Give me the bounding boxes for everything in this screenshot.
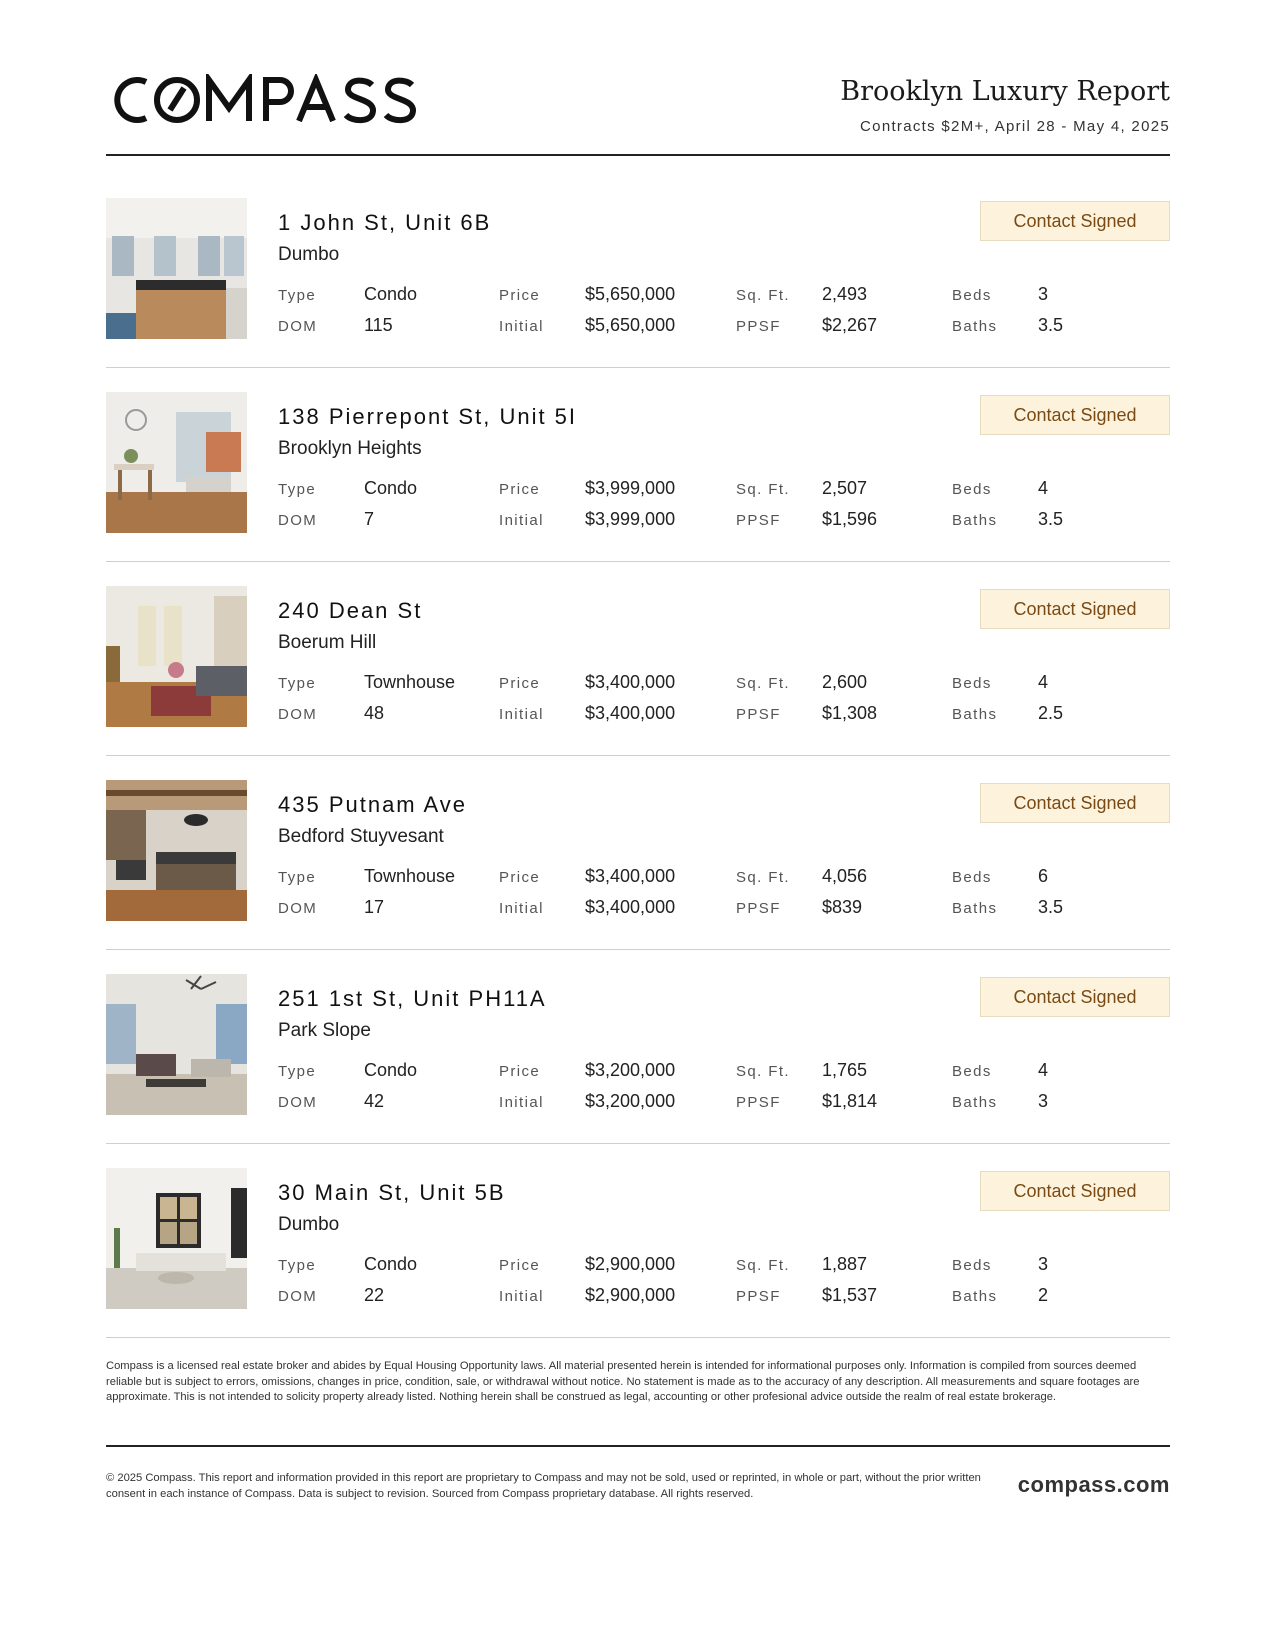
sqft-label: Sq. Ft. (736, 481, 790, 498)
sqft-label: Sq. Ft. (736, 1257, 790, 1274)
baths-value: 3.5 (1038, 315, 1064, 335)
ppsf-label: PPSF (736, 1288, 781, 1305)
sqft-value: 1,887 (822, 1254, 868, 1274)
dom-label: DOM (278, 900, 318, 917)
listing-photo (106, 780, 247, 921)
report-page (106, 0, 1170, 1650)
price-value: $2,900,000 (585, 1254, 676, 1274)
listing-item (106, 198, 1170, 392)
dom-label: DOM (278, 318, 318, 335)
price-value: $3,200,000 (585, 1060, 676, 1080)
ppsf-value: $1,596 (822, 509, 878, 529)
ppsf-label: PPSF (736, 900, 781, 917)
type-label: Type (278, 675, 317, 692)
baths-label: Baths (952, 706, 998, 723)
initial-value: $3,200,000 (585, 1091, 676, 1111)
report-header (106, 70, 1170, 156)
type-label: Type (278, 1257, 317, 1274)
initial-label: Initial (499, 1288, 544, 1305)
initial-value: $5,650,000 (585, 315, 676, 335)
type-value: Condo (364, 1254, 418, 1274)
beds-value: 4 (1038, 1060, 1049, 1080)
listing-neighborhood: Boerum Hill (278, 632, 377, 653)
baths-label: Baths (952, 900, 998, 917)
listing-photo (106, 198, 247, 339)
listing-item (106, 974, 1170, 1168)
initial-label: Initial (499, 900, 544, 917)
listing-neighborhood: Dumbo (278, 244, 340, 265)
ppsf-value: $839 (822, 897, 863, 917)
listing-divider (106, 1143, 1170, 1144)
type-value: Townhouse (364, 866, 456, 886)
dom-value: 48 (364, 703, 385, 723)
dom-value: 17 (364, 897, 385, 917)
listing-neighborhood: Park Slope (278, 1020, 371, 1041)
sqft-label: Sq. Ft. (736, 1063, 790, 1080)
header-divider (106, 154, 1170, 156)
sqft-value: 2,600 (822, 672, 868, 692)
beds-label: Beds (952, 869, 992, 886)
listing-item (106, 780, 1170, 974)
sqft-value: 4,056 (822, 866, 868, 886)
dom-label: DOM (278, 1288, 318, 1305)
type-value: Condo (364, 478, 418, 498)
price-label: Price (499, 1063, 541, 1080)
dom-label: DOM (278, 1094, 318, 1111)
legal-disclaimer: Compass is a licensed real estate broker and abides by Equal Housing Opportunity laws. All material presented herein is intended for informational purposes only. Information is compiled from sources deemed reliable but is subject to errors, omissions, changes in price, condition, sale, or withdrawal without notice. No statement is made as to the accuracy of any description. All measurements and square footages are approximate. This is not intended to solicity property already listed. Nothing herein shall be construed as legal, accounting or other profesional advice outside the realm of real estate brokerage. (106, 1360, 1140, 1403)
dom-value: 42 (364, 1091, 385, 1111)
listing-divider (106, 1337, 1170, 1338)
sqft-label: Sq. Ft. (736, 675, 790, 692)
status-badge: Contact Signed (980, 201, 1170, 241)
status-badge: Contact Signed (980, 1171, 1170, 1211)
type-value: Condo (364, 1060, 418, 1080)
ppsf-value: $1,814 (822, 1091, 878, 1111)
listing-divider (106, 755, 1170, 756)
beds-label: Beds (952, 675, 992, 692)
baths-value: 2.5 (1038, 703, 1064, 723)
ppsf-label: PPSF (736, 318, 781, 335)
price-value: $5,650,000 (585, 284, 676, 304)
initial-label: Initial (499, 706, 544, 723)
footer-website-link[interactable]: compass.com (1017, 1472, 1170, 1497)
sqft-value: 2,493 (822, 284, 868, 304)
ppsf-value: $2,267 (822, 315, 878, 335)
sqft-label: Sq. Ft. (736, 287, 790, 304)
footer-divider (106, 1445, 1170, 1447)
listings-list (106, 198, 1170, 1362)
beds-label: Beds (952, 481, 992, 498)
ppsf-label: PPSF (736, 512, 781, 529)
dom-label: DOM (278, 706, 318, 723)
type-label: Type (278, 287, 317, 304)
compass-logo (106, 74, 436, 126)
ppsf-value: $1,308 (822, 703, 878, 723)
price-label: Price (499, 287, 541, 304)
listing-photo (106, 974, 247, 1115)
initial-value: $3,400,000 (585, 703, 676, 723)
beds-value: 3 (1038, 1254, 1049, 1274)
listing-address: 251 1st St, Unit PH11A (278, 986, 547, 1011)
ppsf-label: PPSF (736, 706, 781, 723)
listing-address: 240 Dean St (278, 598, 423, 623)
status-badge: Contact Signed (980, 589, 1170, 629)
sqft-value: 1,765 (822, 1060, 868, 1080)
type-label: Type (278, 1063, 317, 1080)
listing-address: 435 Putnam Ave (278, 792, 468, 817)
dom-value: 22 (364, 1285, 385, 1305)
initial-label: Initial (499, 318, 544, 335)
price-label: Price (499, 1257, 541, 1274)
listing-photo (106, 392, 247, 533)
listing-address: 30 Main St, Unit 5B (278, 1180, 506, 1205)
listing-photo (106, 586, 247, 727)
sqft-value: 2,507 (822, 478, 868, 498)
status-badge: Contact Signed (980, 977, 1170, 1017)
price-value: $3,400,000 (585, 866, 676, 886)
listing-photo (106, 1168, 247, 1309)
initial-value: $2,900,000 (585, 1285, 676, 1305)
listing-item (106, 1168, 1170, 1362)
beds-value: 3 (1038, 284, 1049, 304)
sqft-label: Sq. Ft. (736, 869, 790, 886)
copyright-notice: © 2025 Compass. This report and information provided in this report are proprietary to Compass and may not be sold, used or reprinted, in whole or part, without the prior written consent in each instance of Compass. Data is subject to revision. Sourced from Compass proprietary database. All rights reserved. (106, 1472, 981, 1500)
initial-label: Initial (499, 512, 544, 529)
listing-divider (106, 367, 1170, 368)
dom-value: 7 (364, 509, 375, 529)
baths-label: Baths (952, 1288, 998, 1305)
status-badge: Contact Signed (980, 783, 1170, 823)
price-label: Price (499, 675, 541, 692)
listing-item (106, 392, 1170, 586)
beds-label: Beds (952, 287, 992, 304)
beds-value: 4 (1038, 478, 1049, 498)
baths-value: 3.5 (1038, 509, 1064, 529)
baths-label: Baths (952, 318, 998, 335)
report-subtitle: Contracts $2M+, April 28 - May 4, 2025 (860, 118, 1170, 135)
initial-value: $3,400,000 (585, 897, 676, 917)
listing-address: 1 John St, Unit 6B (278, 210, 492, 235)
ppsf-value: $1,537 (822, 1285, 878, 1305)
listing-neighborhood: Dumbo (278, 1214, 340, 1235)
listing-neighborhood: Bedford Stuyvesant (278, 826, 444, 847)
listing-neighborhood: Brooklyn Heights (278, 438, 422, 459)
initial-label: Initial (499, 1094, 544, 1111)
baths-label: Baths (952, 1094, 998, 1111)
price-label: Price (499, 481, 541, 498)
baths-label: Baths (952, 512, 998, 529)
ppsf-label: PPSF (736, 1094, 781, 1111)
baths-value: 3 (1038, 1091, 1049, 1111)
price-value: $3,999,000 (585, 478, 676, 498)
price-label: Price (499, 869, 541, 886)
price-value: $3,400,000 (585, 672, 676, 692)
type-label: Type (278, 481, 317, 498)
dom-label: DOM (278, 512, 318, 529)
beds-value: 6 (1038, 866, 1049, 886)
report-title: Brooklyn Luxury Report (840, 76, 1170, 107)
status-badge: Contact Signed (980, 395, 1170, 435)
type-value: Condo (364, 284, 418, 304)
beds-label: Beds (952, 1257, 992, 1274)
listing-address: 138 Pierrepont St, Unit 5I (278, 404, 578, 429)
initial-value: $3,999,000 (585, 509, 676, 529)
listing-divider (106, 561, 1170, 562)
type-value: Townhouse (364, 672, 456, 692)
baths-value: 3.5 (1038, 897, 1064, 917)
beds-value: 4 (1038, 672, 1049, 692)
beds-label: Beds (952, 1063, 992, 1080)
dom-value: 115 (364, 315, 393, 335)
listing-divider (106, 949, 1170, 950)
listing-item (106, 586, 1170, 780)
baths-value: 2 (1038, 1285, 1049, 1305)
type-label: Type (278, 869, 317, 886)
